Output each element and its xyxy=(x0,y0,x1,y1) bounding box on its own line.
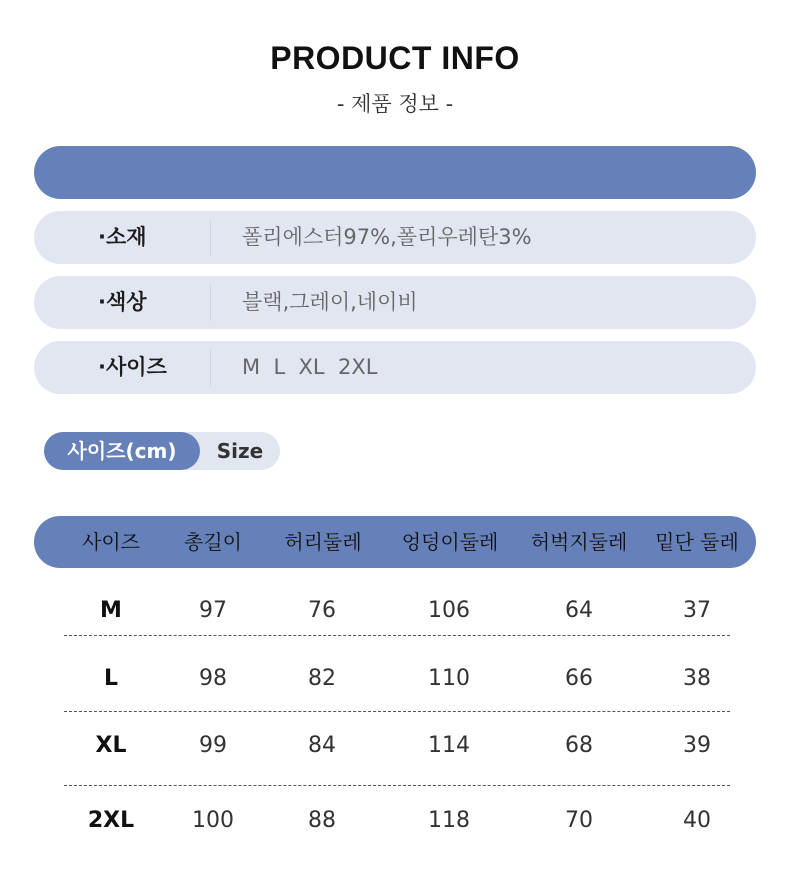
page-title: PRODUCT INFO xyxy=(270,40,520,76)
info-divider xyxy=(210,284,211,321)
table-cell: 68 xyxy=(565,733,593,758)
info-value: 폴리에스터97%,폴리우레탄3% xyxy=(242,225,532,249)
table-cell: 64 xyxy=(565,598,593,623)
size-table-header xyxy=(34,516,756,568)
size-tab[interactable]: Size xyxy=(216,439,264,463)
column-header: 사이즈 xyxy=(82,530,140,554)
table-cell: 100 xyxy=(192,808,234,833)
table-cell: 114 xyxy=(428,733,470,758)
table-cell: 70 xyxy=(565,808,593,833)
row-divider xyxy=(64,635,730,636)
table-cell: 118 xyxy=(428,808,470,833)
table-cell: 84 xyxy=(308,733,336,758)
header-banner xyxy=(34,146,756,199)
info-row-color xyxy=(34,276,756,329)
table-cell: 40 xyxy=(683,808,711,833)
table-cell: M xyxy=(100,598,122,623)
column-header: 허벅지둘레 xyxy=(530,530,628,554)
info-row-material xyxy=(34,211,756,264)
table-row xyxy=(0,726,790,766)
column-header: 엉덩이둘레 xyxy=(401,530,499,554)
table-row xyxy=(0,591,790,631)
column-header: 총길이 xyxy=(184,530,242,554)
info-divider xyxy=(210,349,211,386)
info-label: ·소재 xyxy=(98,225,147,249)
table-row xyxy=(0,801,790,841)
row-divider xyxy=(64,785,730,786)
table-cell: 39 xyxy=(683,733,711,758)
column-header: 허리둘레 xyxy=(284,530,362,554)
table-row xyxy=(0,659,790,699)
info-label: ·사이즈 xyxy=(98,355,167,379)
page-subtitle: - 제품 정보 - xyxy=(336,92,454,116)
table-cell: 2XL xyxy=(87,808,135,833)
table-cell: 106 xyxy=(428,598,470,623)
info-value: M L XL 2XL xyxy=(242,355,378,379)
table-cell: 66 xyxy=(565,666,593,691)
size-unit-toggle xyxy=(44,432,280,470)
table-cell: XL xyxy=(95,733,127,758)
table-cell: 88 xyxy=(308,808,336,833)
table-cell: 99 xyxy=(199,733,227,758)
info-row-size xyxy=(34,341,756,394)
table-cell: 98 xyxy=(199,666,227,691)
table-cell: 38 xyxy=(683,666,711,691)
table-cell: 97 xyxy=(199,598,227,623)
info-divider xyxy=(210,219,211,256)
row-divider xyxy=(64,711,730,712)
table-cell: 110 xyxy=(428,666,470,691)
table-cell: 82 xyxy=(308,666,336,691)
table-cell: L xyxy=(103,666,119,691)
info-value: 블랙,그레이,네이비 xyxy=(242,290,418,314)
size-cm-tab[interactable]: 사이즈(cm) xyxy=(44,432,200,470)
column-header: 밑단 둘레 xyxy=(655,530,739,554)
table-cell: 37 xyxy=(683,598,711,623)
table-cell: 76 xyxy=(308,598,336,623)
info-label: ·색상 xyxy=(98,290,147,314)
